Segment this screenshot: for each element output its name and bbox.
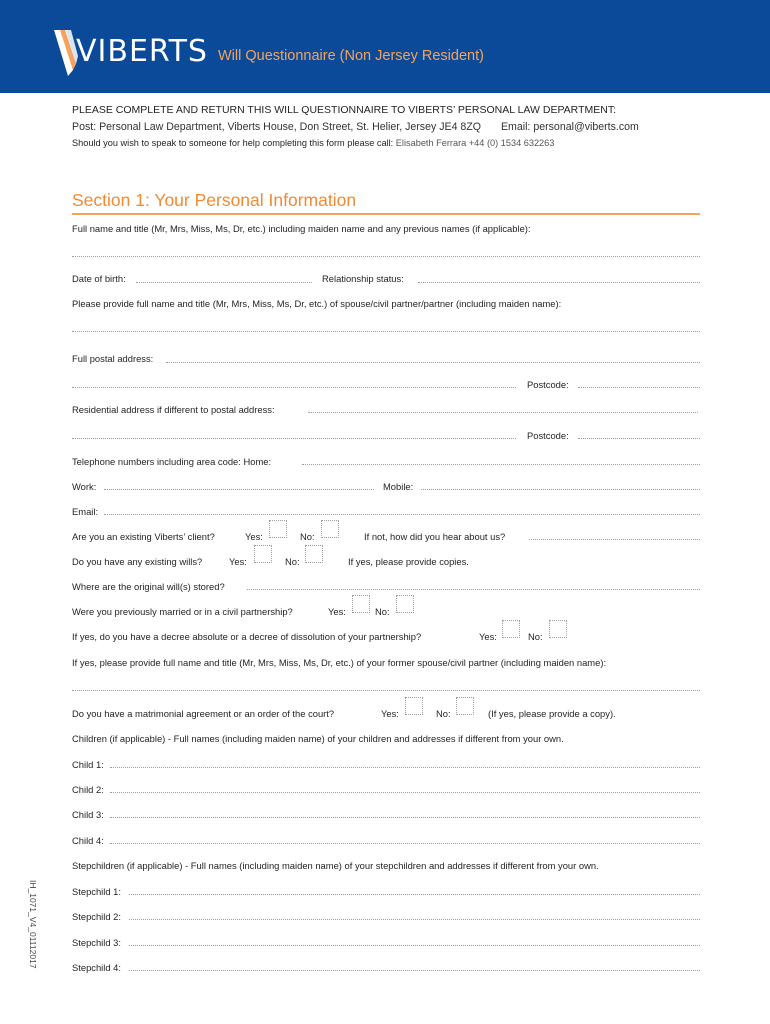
child-2-field[interactable] — [110, 792, 700, 793]
stepchild-1-field[interactable] — [129, 894, 700, 895]
decree-no-label: No: — [528, 631, 543, 642]
telephone-home-label: Telephone numbers including area code: Home: — [72, 456, 272, 467]
former-spouse-label: If yes, please provide full name and title (Mr, Mrs, Miss, Ms, Dr, etc.) of your former spouse/civil partner (including maiden name): — [72, 657, 607, 668]
provide-copies-text: If yes, please provide copies. — [348, 556, 469, 567]
postcode-field[interactable] — [578, 387, 700, 388]
decree-no-checkbox[interactable] — [549, 620, 567, 638]
child-4-field[interactable] — [110, 843, 700, 844]
matrimonial-no-checkbox[interactable] — [456, 697, 474, 715]
brand-wordmark: VIBERTS — [76, 34, 208, 69]
header-band — [0, 0, 770, 93]
help-text: Should you wish to speak to someone for help completing this form please call: — [72, 138, 394, 148]
post-address: Post: Personal Law Department, Viberts House, Don Street, St. Helier, Jersey JE4 8ZQ — [72, 121, 482, 133]
stepchild-4-label: Stepchild 4: — [72, 962, 121, 973]
relationship-label: Relationship status: — [322, 273, 404, 284]
stepchild-2-label: Stepchild 2: — [72, 911, 121, 922]
existing-wills-no-label: No: — [285, 556, 300, 567]
help-contact: Elisabeth Ferrara +44 (0) 1534 632263 — [395, 138, 555, 148]
child-4-label: Child 4: — [72, 835, 104, 846]
spouse-name-field[interactable] — [72, 331, 700, 332]
existing-client-yes-checkbox[interactable] — [269, 520, 287, 538]
stepchild-4-field[interactable] — [129, 970, 700, 971]
postal-address-field-2[interactable] — [72, 387, 516, 388]
return-instructions-heading: PLEASE COMPLETE AND RETURN THIS WILL QUESTIONNAIRE TO VIBERTS’ PERSONAL LAW DEPARTMENT: — [72, 104, 616, 116]
existing-client-yes-label: Yes: — [245, 531, 263, 542]
existing-wills-no-checkbox[interactable] — [305, 545, 323, 563]
stepchild-3-field[interactable] — [129, 945, 700, 946]
decree-label: If yes, do you have a decree absolute or a decree of dissolution of your partnership? — [72, 631, 422, 642]
matrimonial-agreement-label: Do you have a matrimonial agreement or an order of the court? — [72, 708, 335, 719]
stepchild-3-label: Stepchild 3: — [72, 937, 121, 948]
existing-client-label: Are you an existing Viberts’ client? — [72, 531, 215, 542]
matrimonial-yes-checkbox[interactable] — [405, 697, 423, 715]
child-2-label: Child 2: — [72, 784, 104, 795]
help-line — [72, 138, 554, 148]
child-3-field[interactable] — [110, 817, 700, 818]
former-spouse-field[interactable] — [72, 690, 700, 691]
email-field[interactable] — [104, 514, 700, 515]
telephone-home-field[interactable] — [302, 464, 700, 465]
stepchildren-heading: Stepchildren (if applicable) - Full names (including maiden name) of your stepchildren and addresses if different from your own. — [72, 860, 599, 871]
previously-married-no-label: No: — [375, 606, 390, 617]
section-divider — [72, 213, 700, 215]
work-label: Work: — [72, 481, 97, 492]
postal-address-field-1[interactable] — [166, 362, 700, 363]
dob-label: Date of birth: — [72, 273, 126, 284]
work-phone-field[interactable] — [104, 489, 374, 490]
child-1-field[interactable] — [110, 767, 700, 768]
residential-address-field-2[interactable] — [72, 438, 516, 439]
children-heading: Children (if applicable) - Full names (including maiden name) of your children and addresses if different from your own. — [72, 733, 564, 744]
full-name-label: Full name and title (Mr, Mrs, Miss, Ms, Dr, etc.) including maiden name and any previous names (if applicable): — [72, 223, 531, 234]
mobile-field[interactable] — [421, 489, 700, 490]
mobile-label: Mobile: — [383, 481, 414, 492]
spouse-name-label: Please provide full name and title (Mr, Mrs, Miss, Ms, Dr, etc.) of spouse/civil partner/partner (including maiden name): — [72, 298, 562, 309]
hear-about-label: If not, how did you hear about us? — [364, 531, 506, 542]
original-will-location-label: Where are the original will(s) stored? — [72, 581, 225, 592]
stepchild-2-field[interactable] — [129, 919, 700, 920]
provide-copy-text: (If yes, please provide a copy). — [488, 708, 616, 719]
previously-married-no-checkbox[interactable] — [396, 595, 414, 613]
existing-wills-yes-checkbox[interactable] — [254, 545, 272, 563]
previously-married-yes-checkbox[interactable] — [352, 595, 370, 613]
stepchild-1-label: Stepchild 1: — [72, 886, 121, 897]
decree-yes-checkbox[interactable] — [502, 620, 520, 638]
section-title: Section 1: Your Personal Information — [72, 190, 357, 210]
relationship-field[interactable] — [418, 282, 700, 283]
postcode-label: Postcode: — [527, 379, 569, 390]
residential-postcode-label: Postcode: — [527, 430, 569, 441]
full-name-field[interactable] — [72, 256, 700, 257]
child-1-label: Child 1: — [72, 759, 104, 770]
residential-address-label: Residential address if different to postal address: — [72, 404, 275, 415]
existing-client-no-label: No: — [300, 531, 315, 542]
document-reference-code: IH_1071_V4_01112017 — [28, 880, 38, 969]
residential-postcode-field[interactable] — [578, 438, 700, 439]
existing-client-no-checkbox[interactable] — [321, 520, 339, 538]
previously-married-yes-label: Yes: — [328, 606, 346, 617]
postal-address-label: Full postal address: — [72, 353, 154, 364]
previously-married-label: Were you previously married or in a civil partnership? — [72, 606, 293, 617]
child-3-label: Child 3: — [72, 809, 104, 820]
existing-wills-yes-label: Yes: — [229, 556, 247, 567]
dob-field[interactable] — [136, 282, 312, 283]
original-will-location-field[interactable] — [247, 589, 700, 590]
hear-about-field[interactable] — [529, 539, 700, 540]
existing-wills-label: Do you have any existing wills? — [72, 556, 203, 567]
decree-yes-label: Yes: — [479, 631, 497, 642]
residential-address-field-1[interactable] — [308, 412, 698, 413]
matrimonial-yes-label: Yes: — [381, 708, 399, 719]
matrimonial-no-label: No: — [436, 708, 451, 719]
email-label: Email: — [72, 506, 99, 517]
postal-address-line — [72, 121, 639, 133]
document-title: Will Questionnaire (Non Jersey Resident) — [218, 48, 484, 64]
contact-email: Email: personal@viberts.com — [500, 121, 639, 133]
